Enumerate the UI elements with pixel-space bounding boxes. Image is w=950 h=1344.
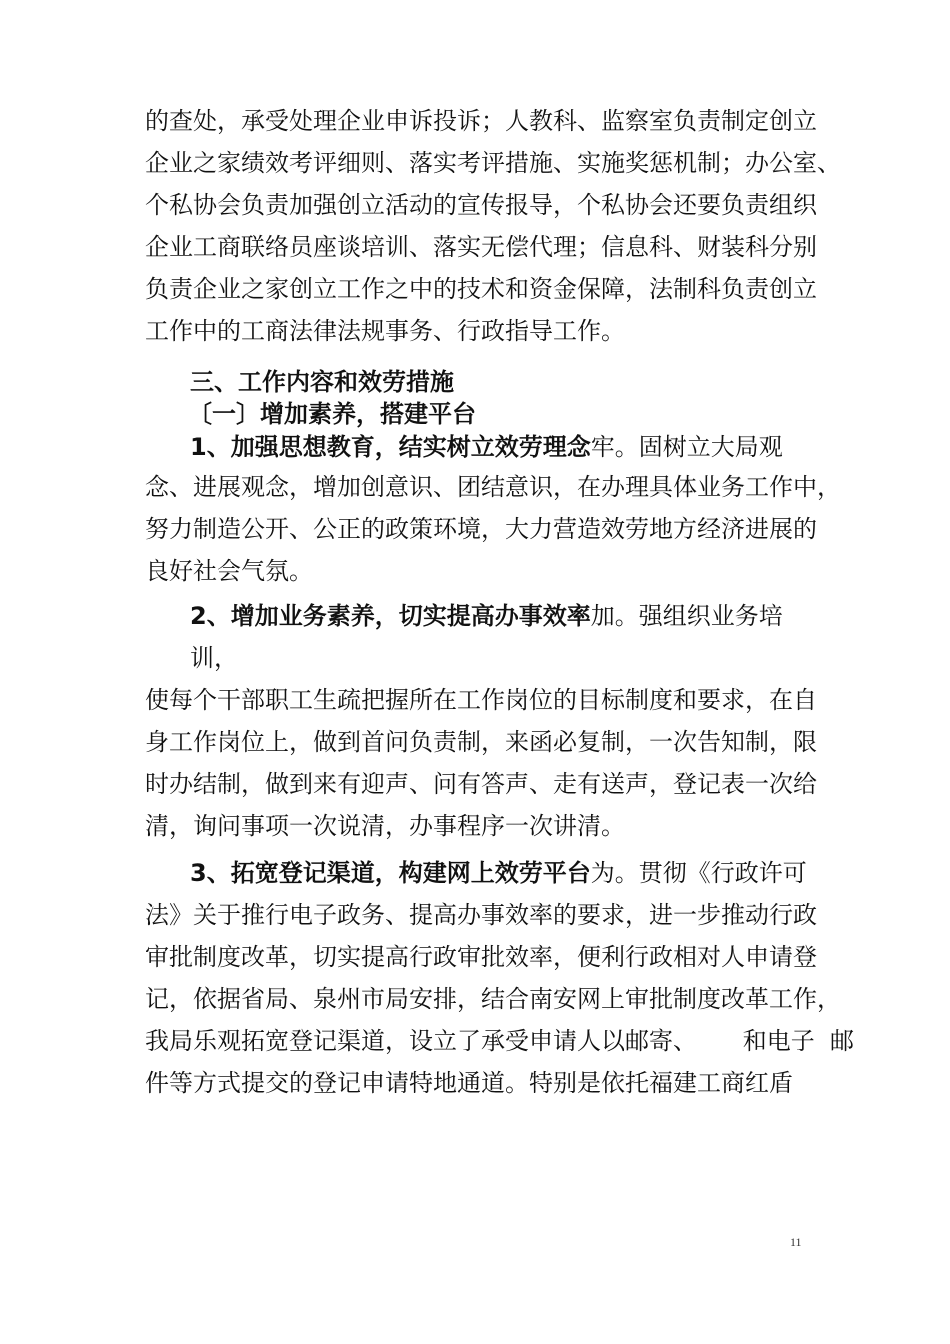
item3-first-text: 为。贯彻《行政许可 <box>590 859 807 887</box>
item1-line-4: 良好社会气氛。 <box>145 557 313 585</box>
item1-line-3: 努力制造公开、公正的政策环境，大力营造效劳地方经济进展的 <box>145 515 817 543</box>
item2-first-line <box>190 601 783 631</box>
item3-first-line <box>190 858 807 888</box>
page-number: 11 <box>790 1235 802 1249</box>
item2-continuation: 训， <box>190 644 238 672</box>
subsection-1-heading: 〔一〕增加素养，搭建平台 <box>188 400 476 428</box>
item1-line-2: 念、进展观念，增加创意识、团结意识，在办理具体业务工作中， <box>145 473 841 501</box>
para1-line-6: 工作中的工商法律法规事务、行政指导工作。 <box>145 317 625 345</box>
item3-line-5: 我局乐观拓宽登记渠道，设立了承受申请人以邮寄、 和电子 邮 <box>145 1027 855 1055</box>
item1-first-line <box>190 432 783 462</box>
item2-first-text: 加。强组织业务培 <box>590 602 783 630</box>
item2-title: 2、增加业务素养，切实提高办事效率 <box>190 602 591 630</box>
para1-line-1: 的查处，承受处理企业申诉投诉；人教科、监察室负责制定创立 <box>145 107 817 135</box>
item2-line-3: 使每个干部职工生疏把握所在工作岗位的目标制度和要求，在自 <box>145 686 817 714</box>
item3-line-2: 法》关于推行电子政务、提高办事效率的要求，进一步推动行政 <box>145 901 817 929</box>
para1-line-4: 企业工商联络员座谈培训、落实无偿代理；信息科、财装科分别 <box>145 233 817 261</box>
item3-line-6: 件等方式提交的登记申请特地通道。特别是依托福建工商红盾 <box>145 1069 793 1097</box>
item2-line-6: 清，询问事项一次说清，办事程序一次讲清。 <box>145 812 625 840</box>
section-3-heading: 三、工作内容和效劳措施 <box>190 368 454 396</box>
para1-line-3: 个私协会负责加强创立活动的宣传报导，个私协会还要负责组织 <box>145 191 817 219</box>
item3-title: 3、拓宽登记渠道，构建网上效劳平台 <box>190 859 591 887</box>
para1-line-5: 负责企业之家创立工作之中的技术和资金保障，法制科负责创立 <box>145 275 817 303</box>
para1-line-2: 企业之家绩效考评细则、落实考评措施、实施奖惩机制；办公室、 <box>145 149 841 177</box>
item2-line-5: 时办结制，做到来有迎声、问有答声、走有送声，登记表一次给 <box>145 770 817 798</box>
item1-title: 1、加强思想教育，结实树立效劳理念 <box>190 433 591 461</box>
item3-line-4: 记，依据省局、泉州市局安排，结合南安网上审批制度改革工作， <box>145 985 841 1013</box>
item3-line-3: 审批制度改革，切实提高行政审批效率，便利行政相对人申请登 <box>145 943 817 971</box>
item2-line-4: 身工作岗位上，做到首问负责制，来函必复制，一次告知制，限 <box>145 728 817 756</box>
item1-first-text: 牢。固树立大局观 <box>590 433 783 461</box>
